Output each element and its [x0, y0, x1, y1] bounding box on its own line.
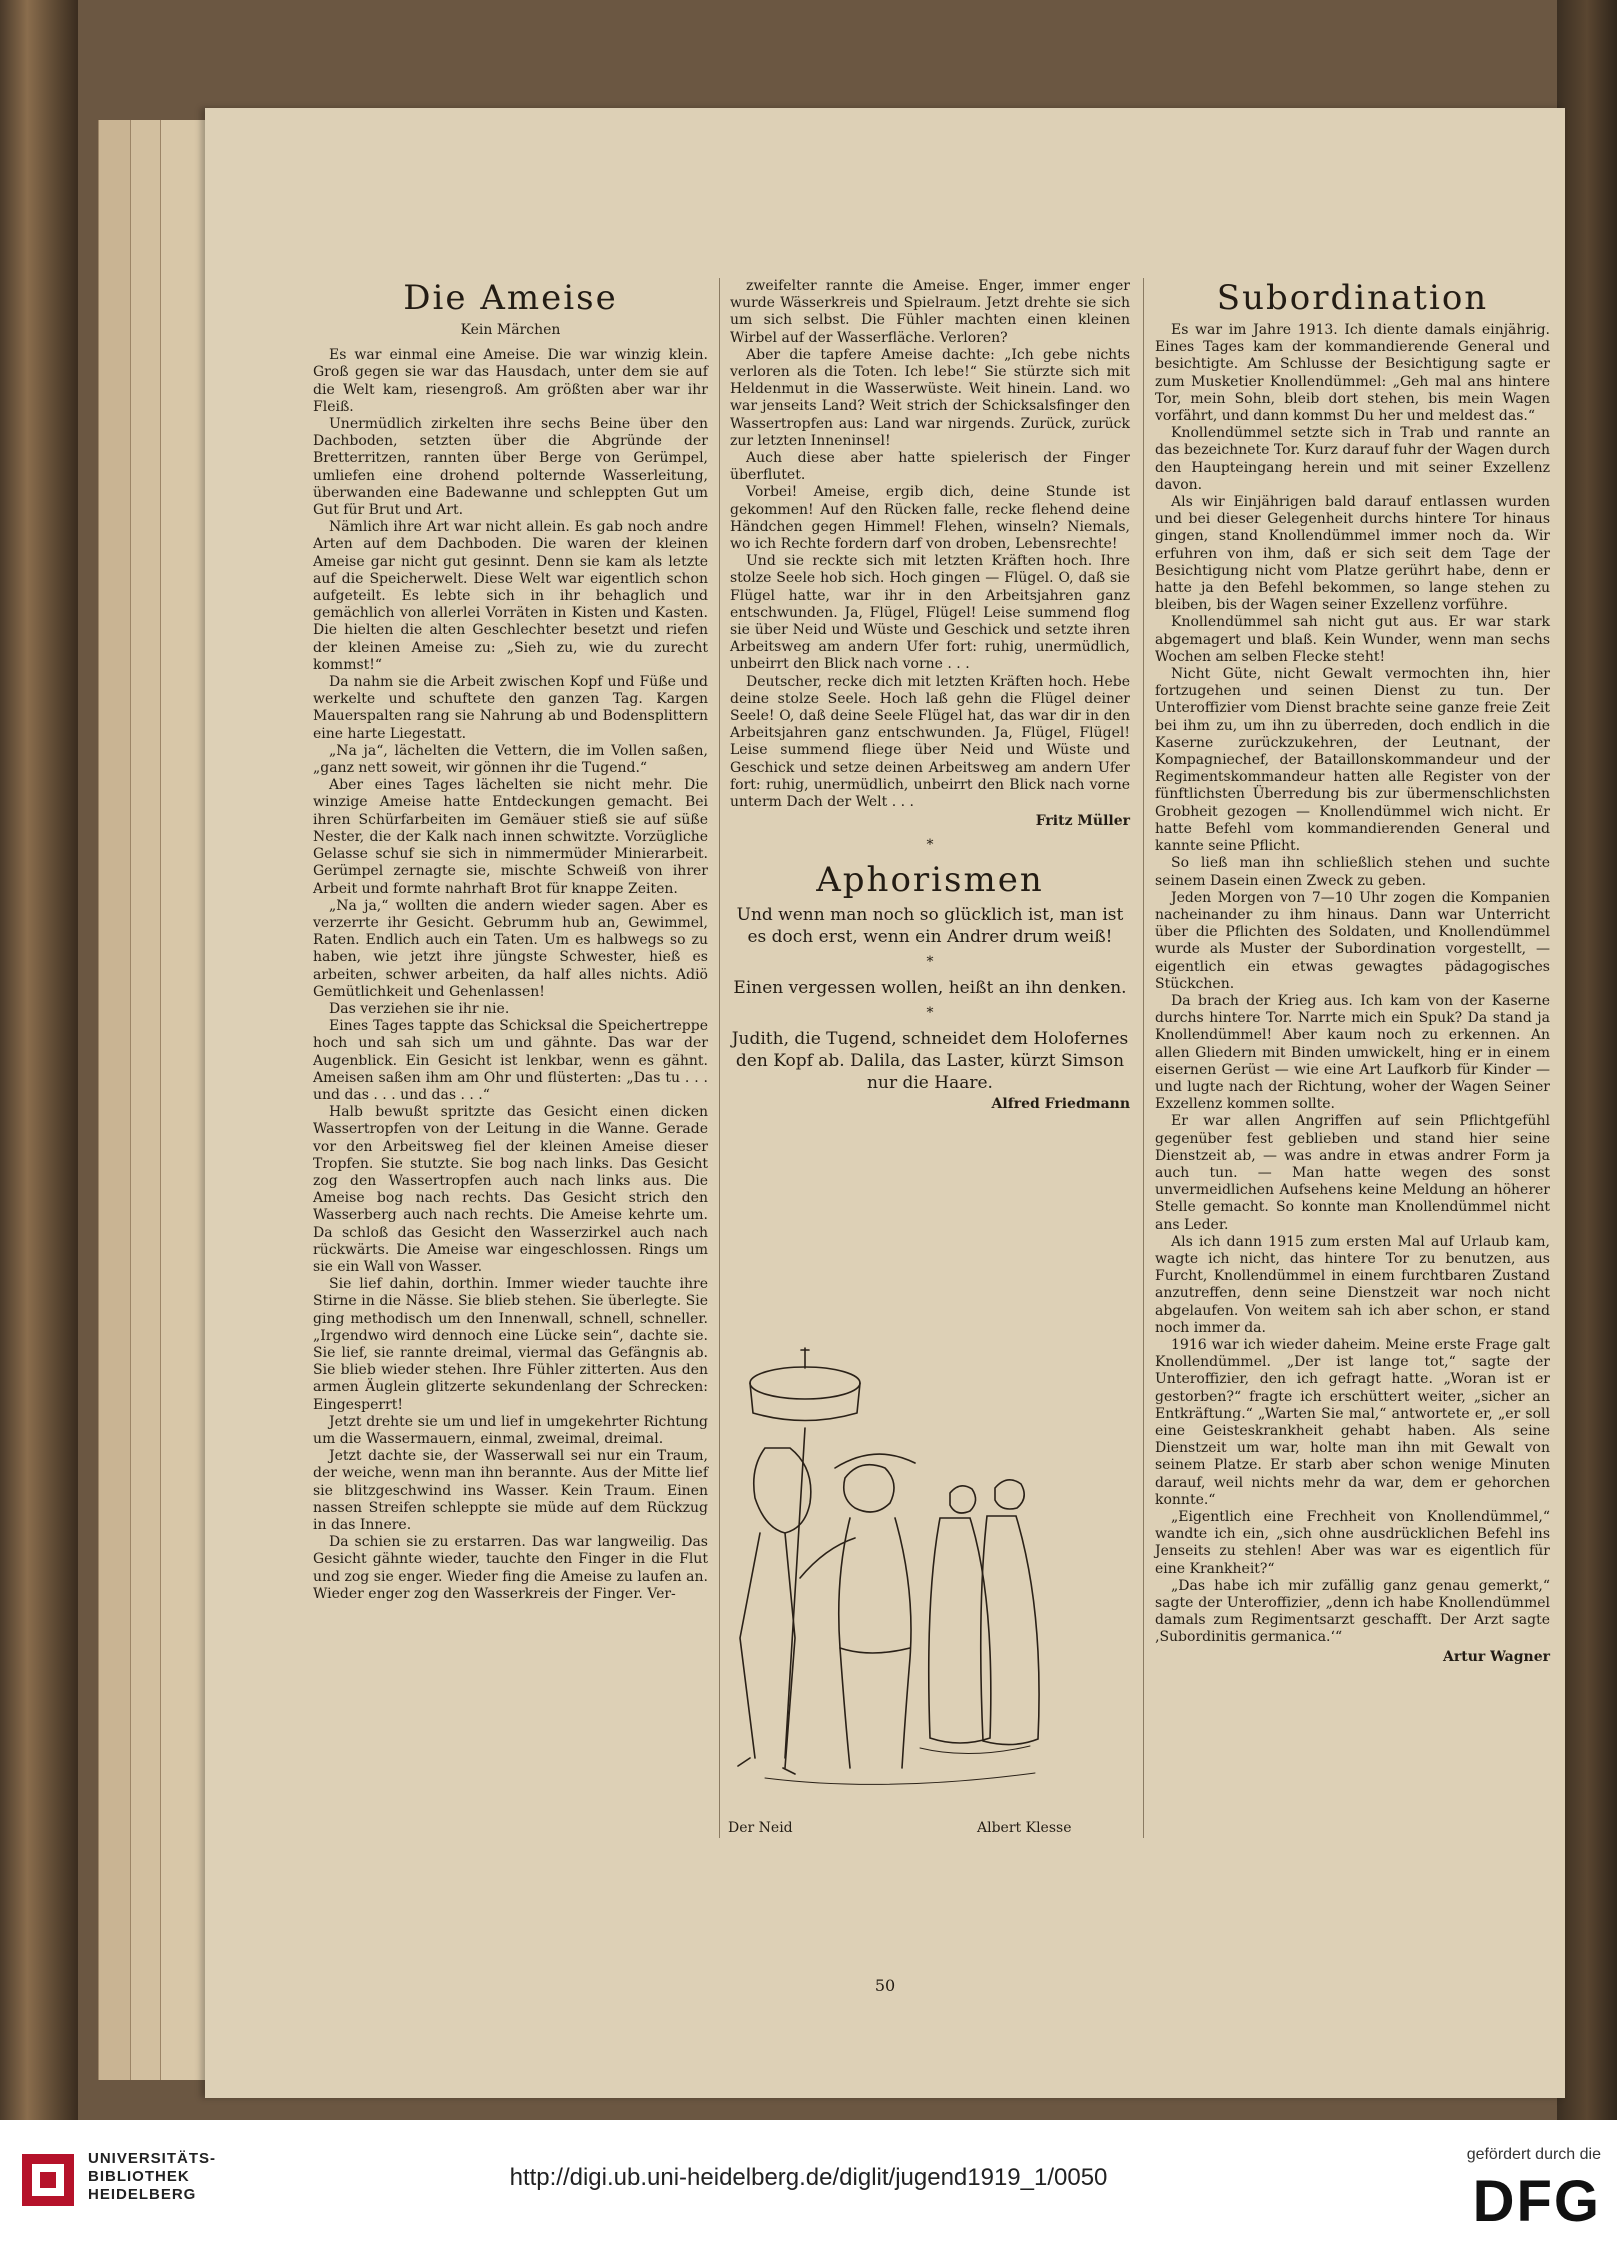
- paragraph: Und sie reckte sich mit letzten Kräften hoch. Ihre stolze Seele hob sich. Hoch gingen — Flügel. O, daß sie Flügel hatte, war ihr in den Arbeitsjahren ganz entschwunden. Ja, Flügel, Flügel! Leise summend flog sie über Neid und Wüste und Geschick und setzte ihren Arbeitsweg am andern Ufer fort: ruhig, unermüdlich, unbeirrt den Blick nach vorne . . .: [730, 553, 1130, 673]
- document-url[interactable]: http://digi.ub.uni-heidelberg.de/diglit/jugend1919_1/0050: [509, 2164, 1108, 2191]
- paragraph: Deutscher, recke dich mit letzten Kräften hoch. Hebe deine stolze Seele. Hoch laß gehn die Flügel deiner Seele! O, daß deine Seele Flügel hat, das war dir in den Arbeitsjahren ganz entschwunden. Ja, Flügel, Flügel! Leise summend fliege über Neid und Wüste und Geschick und setze deinen Arbeitsweg am andern Ufer fort: ruhig, unermüdlich, unbeirrt den Blick nach vorne unterm Dach der Welt . . .: [730, 673, 1130, 811]
- paragraph: Da brach der Krieg aus. Ich kam von der Kaserne durchs hintere Tor. Narrte mich ein Spuk? Da stand ja Knollendümmel! Aber kaum noch zu erkennen. An allen Gliedern mit Binden umwickelt, hing er in einem eisernen Gerüst — wie eine Art Laufkorb für Kinder — und lugte nach der Richtung, woher der Wagen Seiner Exzellenz kommen sollte.: [1155, 992, 1550, 1113]
- illustration-caption-title: Der Neid: [728, 1820, 793, 1836]
- author-signature: Alfred Friedmann: [991, 1096, 1130, 1113]
- paragraph: „Na ja“, lächelten die Vettern, die im Vollen saßen, „ganz nett soweit, wir gönnen ihr die Tugend.“: [313, 742, 708, 777]
- paragraph: Auch diese aber hatte spielerisch der Finger überflutet.: [730, 450, 1130, 484]
- separator-star: *: [926, 836, 934, 853]
- illustration-caption-artist: Albert Klesse: [977, 1820, 1072, 1836]
- paragraph: „Das habe ich mir zufällig ganz genau gemerkt,“ sagte der Unteroffizier, „denn ich habe Knollendümmel damals zum Regimentsarzt geschafft. Der Arzt sagte ‚Subordinitis germanica.‘“: [1155, 1577, 1550, 1646]
- book-right-edge: [1557, 0, 1617, 2120]
- column-divider: [1143, 278, 1144, 1838]
- paragraph: Es war einmal eine Ameise. Die war winzig klein. Groß gegen sie war das Hausdach, unter dem sie auf die Welt kam, riesengroß. Am größten aber war ihr Fleiß.: [313, 347, 708, 415]
- column-subordination: [1155, 278, 1550, 1666]
- article-body: [1155, 322, 1550, 1647]
- aphorism: Einen vergessen wollen, heißt an ihn denken.: [733, 977, 1127, 998]
- paragraph: Vorbei! Ameise, ergib dich, deine Stunde ist gekommen! Auf den Rücken falle, recke flehend deine Händchen gegen Himmel! Flehen, winseln? Niemals, wo ich Rechte fordern darf von droben, Lebensrechte!: [730, 484, 1130, 553]
- paragraph: Jetzt dachte sie, der Wasserwall sei nur ein Traum, der weiche, wenn man ihn berannte. Aus der Mitte lief sie blitzgeschwind ins Wasser. Kein Traum. Einen nassen Streifen schleppte sie müde auf dem Rückzug in das Innere.: [313, 1448, 708, 1534]
- paragraph: Nicht Güte, nicht Gewalt vermochten ihn, hier fortzugehen und seinen Dienst zu tun. Der Unteroffizier vom Dienst brachte seine ganze freie Zeit bei ihm zu, um ihn zu überreden, doch endlich in die Kaserne zurückzukehren, der Leutnant, der Kompagniechef, der Bataillonskommandeur und der Regimentskommandeur hatten alle Register von der fünftlichsten Überredung bis zur übermenschlichsten Grobheit gezogen — Knollendümmel wich nicht. Er hatte Befehl vom kommandierenden General und kannte seine Pflicht.: [1155, 666, 1550, 855]
- separator-star: *: [926, 1004, 934, 1021]
- paragraph: Aber eines Tages lächelten sie nicht mehr. Die winzige Ameise hatte Entdeckungen gemacht. Bei ihren Schürfarbeiten im Gemäuer stieß sie auf süße Nester, die der Kalk nach innen schwitzte. Vorzügliche Gelasse schuf sie sich in nimmermüder Minierarbeit. Gerümpel zernagte sie, mischte Schweiß von ihrer Arbeit und formte nahrhaft Brot für knappe Zeiten.: [313, 777, 708, 897]
- separator-star: *: [926, 953, 934, 970]
- article-body: [313, 347, 708, 1603]
- author-signature: Fritz Müller: [1035, 813, 1130, 830]
- aphorisms-title: Aphorismen: [816, 859, 1044, 900]
- author-signature: Artur Wagner: [1443, 1648, 1550, 1665]
- aphorism: Und wenn man noch so glücklich ist, man ist es doch erst, wenn ein Andrer drum weiß!: [736, 904, 1124, 947]
- column-middle: [730, 278, 1130, 1113]
- paragraph: „Na ja,“ wollten die andern wieder sagen. Aber es verzerrte ihr Gesicht. Gebrumm hub an, Gewimmel, Raten. Endlich auch ein Taten. Um es halbwegs so zu haben, wie jetzt ihre jüngste Schwester, hieß es arbeiten, schwer arbeiten, da half alles nichts. Adiö Gemütlichkeit und Gehenlassen!: [313, 897, 708, 1000]
- institution-name: UNIVERSITÄTS- BIBLIOTHEK HEIDELBERG: [88, 2150, 217, 2203]
- magazine-page: [205, 108, 1565, 2098]
- paragraph: Da nahm sie die Arbeit zwischen Kopf und Füße und werkelte und schuftete den ganzen Tag. Kargen Mauerspalten rang sie Nahrung ab und Bodensplittern eine harte Liegestatt.: [313, 674, 708, 742]
- dfg-logo: DFG: [1472, 2169, 1601, 2234]
- paragraph: Jeden Morgen von 7—10 Uhr zogen die Kompanien nacheinander zu ihm hinaus. Dann war Unterricht über die Pflichten des Soldaten, und Knollendümmel wurde als Muster der Subordination vorgestellt, — eigentlich ein etwas gewagtes pädagogisches Stückchen.: [1155, 889, 1550, 992]
- paragraph: Es war im Jahre 1913. Ich diente damals einjährig. Eines Tages kam der kommandierende General und besichtigte. Am Schlusse der Besichtigung sagte er zum Musketier Knollendümmel: „Geh mal ans hintere Tor, mein Sohn, bleib dort stehen, bis mein Wagen vorfährt, und dann kommst Du her und meldest das.“: [1155, 322, 1550, 425]
- paragraph: Eines Tages tappte das Schicksal die Speichertreppe hoch und sah sich um und gähnte. Das war der Augenblick. Ein Gesicht ist lenkbar, wenn es gähnt. Ameisen saßen ihm am Ohr und flüsterten: „Das tu . . . und das . . . und das . . .“: [313, 1018, 708, 1103]
- funding-caption: gefördert durch die: [1466, 2146, 1601, 2163]
- paragraph: Aber die tapfere Ameise dachte: „Ich gebe nichts verloren als die Toten. Ich lebe!“ Sie stürzte sich mit Heldenmut in die Wasserwüste. Weit hinein. Land. wo war jenseits Land? Weit strich der Schicksalsfinger den Wassertropfen aus: Land war nirgends. Zurück, zurück zur letzten Inneninsel!: [730, 346, 1130, 449]
- illustration-envy-sketch: [725, 1338, 1055, 1808]
- paragraph: Das verziehen sie ihr nie.: [329, 1000, 510, 1017]
- article-subtitle: Kein Märchen: [460, 322, 561, 338]
- paragraph: So ließ man ihn schließlich stehen und suchte seinem Dasein einen Zweck zu geben.: [1155, 855, 1550, 889]
- paragraph: Knollendümmel sah nicht gut aus. Er war stark abgemagert und blaß. Kein Wunder, wenn man sechs Wochen am selben Flecke steht!: [1155, 614, 1550, 665]
- paragraph: zweifelter rannte die Ameise. Enger, immer enger wurde Wässerkreis und Spielraum. Jetzt drehte sie sich um sich selbst. Die Fühler machten einen kleinen Wirbel auf der Wasserfläche. Verloren?: [730, 278, 1130, 346]
- viewer-footer: [0, 2120, 1617, 2252]
- paragraph: Da schien sie zu erstarren. Das war langweilig. Das Gesicht gähnte wieder, tauchte den Finger in die Flut und zog sie enger. Wieder fing die Ameise zu laufen an. Wieder enger zog den Wasserkreis der Finger. Ver-: [313, 1534, 708, 1602]
- paragraph: Unermüdlich zirkelten ihre sechs Beine über den Dachboden, setzten über die Abgründe der Bretterritzen, rannten über Berge von Gerümpel, umliefen eine drohend polternde Wasserleitung, überwanden eine Badewanne und schleppten Gut um Gut für Brut und Art.: [313, 416, 708, 519]
- page-number: 50: [874, 1976, 896, 1995]
- article-body-continued: [730, 278, 1130, 811]
- paragraph: Nämlich ihre Art war nicht allein. Es gab noch andre Arten auf dem Dachboden. Die waren der kleinen Ameise gar nicht gut gesinnt. Denn sie kam als letzte auf die Speicherwelt. Diese Welt war eigentlich schon aufgeteilt. Es lebte sich in ihr behaglich und gemächlich von allerlei Vorräten in Kisten und Kasten. Die hielten die alten Geschlechter besetzt und riefen der kleinen Ameise zu: „Sieh zu, wie du zurecht kommst!“: [313, 519, 708, 673]
- paragraph: Sie lief dahin, dorthin. Immer wieder tauchte ihre Stirne in die Nässe. Sie blieb stehen. Sie überlegte. Sie ging methodisch um den Innenwall, schnell, schneller. „Irgendwo wird dennoch eine Lücke sein“, dachte sie. Sie lief, sie rannte dreimal, viermal das Gefängnis ab. Sie blieb wieder stehen. Ihre Fühler zitterten. Aus den armen Äuglein glitzerte sekundenlang der Schrecken: Eingesperrt!: [313, 1276, 708, 1413]
- article-title: Subordination: [1216, 278, 1489, 318]
- paragraph: Knollendümmel setzte sich in Trab und rannte an das bezeichnete Tor. Kurz darauf fuhr der Wagen durch den Haupteingang herein und mit seiner Exzellenz davon.: [1155, 425, 1550, 493]
- paragraph: Er war allen Angriffen auf sein Pflichtgefühl gegenüber fest geblieben und stand hier seine Dienstzeit ab, — was andre in etwas andrer Form ja auch tun. — Man hatte wegen des sonst unvermeidlichen Aufsehens keine Meldung an höherer Stelle gemacht. So konnte man Knollendümmel nicht ans Leder.: [1155, 1113, 1550, 1233]
- paragraph: „Eigentlich eine Frechheit von Knollendümmel,“ wandte ich ein, „sich ohne ausdrücklichen Befehl ins Jenseits zu stehlen! Aber was war es eigentlich für eine Krankheit?“: [1155, 1509, 1550, 1577]
- column-die-ameise: [313, 278, 708, 1603]
- paragraph: Halb bewußt spritzte das Gesicht einen dicken Wassertropfen von der Leitung in die Wanne. Gerade vor den Arbeitsweg fiel der kleinen Ameise dieser Tropfen. Sie stutzte. Sie bog nach links. Das Gesicht zog den Wassertropfen auch nach links aus. Die Ameise bog nach rechts. Das Gesicht strich den Wasserberg auch nach rechts. Die Ameise kehrte um. Da schloß das Gesicht den Wasserzirkel auch nach rückwärts. Die Ameise war eingeschlossen. Rings um sie ein Wall von Wasser.: [313, 1104, 708, 1275]
- paragraph: Als wir Einjährigen bald darauf entlassen wurden und bei dieser Gelegenheit durchs hintere Tor hinaus gingen, stand Knollendümmel immer noch da. Wir erfuhren von ihm, daß er sich seit dem Tage der Besichtigung nicht vom Platze gerührt habe, denn er hatte ja den Befehl bekommen, so lange stehen zu bleiben, bis der Wagen seiner Exzellenz vorführe.: [1155, 494, 1550, 614]
- paragraph: Jetzt drehte sie um und lief in umgekehrter Richtung um die Wassermauern, einmal, zweimal, dreimal.: [313, 1413, 708, 1447]
- book-cover-edge: [0, 0, 78, 2120]
- column-divider: [719, 278, 720, 1838]
- paragraph: 1916 war ich wieder daheim. Meine erste Frage galt Knollendümmel. „Der ist lange tot,“ sagte der Unteroffizier, den ich gefragt hatte. „Woran ist er gestorben?“ fragte ich erschüttert weiter, „sicher an Entkräftung.“ „Warten Sie mal,“ antwortete er, „er soll eine Geisteskrankheit gehabt haben. Als seine Dienstzeit um war, holte man ihn mit Gewalt von seinem Platze. Er starb aber schon wenige Minuten darauf, weil nichts mehr da war, dem er gehorchen konnte.“: [1155, 1336, 1550, 1508]
- aphorism: Judith, die Tugend, schneidet dem Holofernes den Kopf ab. Dalila, das Laster, kürzt Simson nur die Haare.: [731, 1029, 1129, 1094]
- article-title: Die Ameise: [403, 278, 618, 318]
- paragraph: Als ich dann 1915 zum ersten Mal auf Urlaub kam, wagte ich nicht, das hintere Tor zu benutzen, aus Furcht, Knollendümmel in einem furchtbaren Zustand anzutreffen, denn seine Dienstzeit war noch nicht abgelaufen. Von weitem sah ich aber schon, er stand noch immer da.: [1155, 1233, 1550, 1336]
